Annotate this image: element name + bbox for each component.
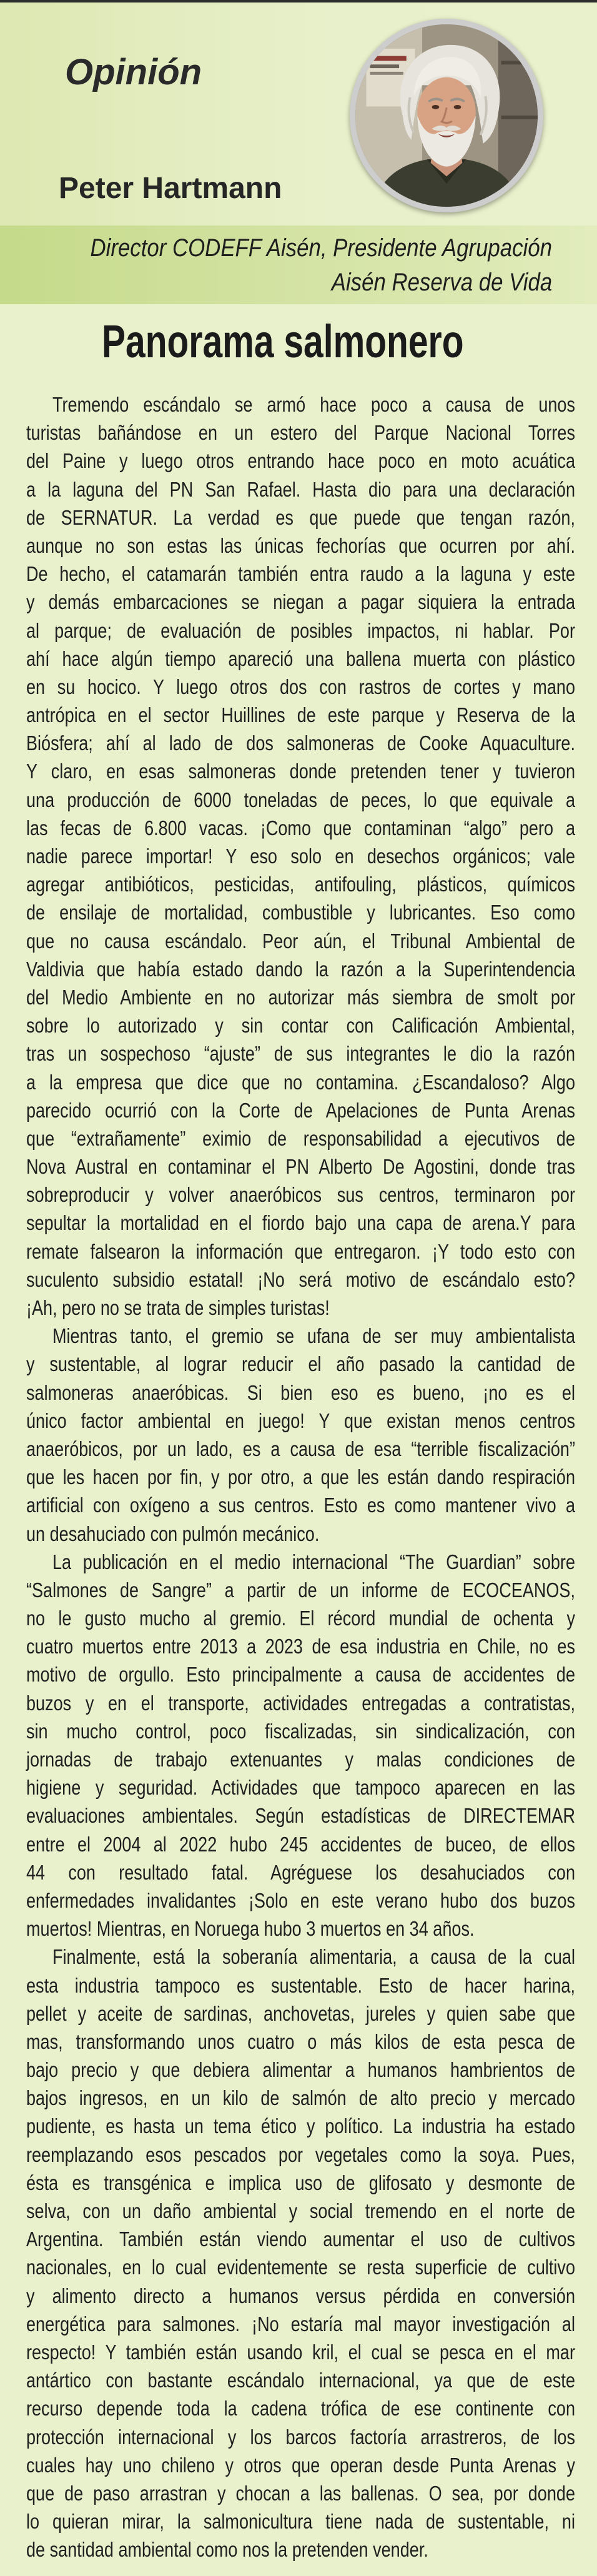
- text-line: de ensilaje de mortalidad, combustible y lubricantes. Eso como: [26, 901, 576, 924]
- author-portrait-image: [355, 24, 538, 207]
- text-line: sobreproducir y volver anaeróbicos sus centros, terminaron por: [26, 1183, 576, 1207]
- text-line: a la empresa que dice que no contamina. ¿Escandaloso? Algo: [26, 1070, 576, 1094]
- text-line: Nova Austral en contaminar el PN Alberto De Agostini, donde tras: [26, 1155, 575, 1179]
- text-line: Finalmente, está la soberanía alimentaria, a causa de la cual: [52, 1945, 576, 1969]
- text-line: motivo de orgullo. Esto principalmente a causa de accidentes de: [26, 1663, 576, 1687]
- text-line: cuatro muertos entre 2013 a 2023 de esa industria en Chile, no es: [26, 1635, 576, 1658]
- author-photo: [350, 19, 543, 212]
- text-line: al parque; de evaluación de posibles impactos, ni hablar. Por: [26, 618, 576, 642]
- text-line: sin mucho control, poco fiscalizadas, sin sindicalización, con: [26, 1719, 575, 1743]
- text-line: que no causa escándalo. Peor aún, el Tribunal Ambiental de: [26, 929, 576, 953]
- text-line: selva, con un daño ambiental y social tremendo en el norte de: [26, 2199, 575, 2222]
- text-line: salmoneras anaeróbicas. Si bien eso es bueno, ¡no es el: [26, 1380, 576, 1404]
- text-line: y demás embarcaciones se niegan a pagar siquiera la entrada: [26, 590, 576, 614]
- text-line: recurso depende toda la cadena trófica de ese continente con: [26, 2397, 575, 2420]
- text-line: entre el 2004 al 2022 hubo 245 accidentes de buceo, de ellos: [26, 1832, 575, 1856]
- text-line: parecido ocurrió con la Corte de Apelaciones de Punta Arenas: [26, 1098, 576, 1122]
- text-line: jornadas de trabajo extenuantes y malas condiciones de: [26, 1748, 576, 1771]
- text-line: agregar antibióticos, pesticidas, antifouling, plásticos, químicos: [26, 873, 576, 896]
- author-name: Peter Hartmann: [59, 172, 282, 205]
- text-line: ¡Ah, pero no se trata de simples turistas!: [26, 1296, 330, 1319]
- article-paragraph: [26, 390, 575, 1322]
- text-line: del Paine y luego otros entrando hace poco en moto acuática: [26, 449, 576, 473]
- text-line: esta industria tampoco es sustentable. Esto de hacer harina,: [26, 1973, 576, 1997]
- text-line: nacionales, en lo cual evidentemente se resta superficie de cultivo: [26, 2256, 576, 2279]
- text-line: enfermedades invalidantes ¡Solo en este verano hubo dos buzos: [26, 1888, 576, 1912]
- text-line: sepultar la mortalidad en el fiordo bajo una capa de arena.Y para: [26, 1211, 576, 1235]
- text-line: 44 con resultado fatal. Agréguese los desahuciados con: [26, 1860, 576, 1884]
- text-line: bajo precio y que debiera alimentar a humanos hambrientos de: [26, 2058, 575, 2082]
- text-line: del Medio Ambiente en no autorizar más siembra de smolt por: [26, 985, 576, 1009]
- text-line: Y claro, en esas salmoneras donde pretenden tener y tuvieron: [26, 760, 575, 783]
- text-line: mas, transformando unos cuatro o más kilos de esta pesca de: [26, 2029, 576, 2053]
- text-line: buzos y en el transporte, actividades entregadas a contratistas,: [26, 1691, 575, 1715]
- text-line: Valdivia que había estado dando la razón a la Superintendencia: [26, 957, 576, 981]
- text-line: y sustentable, al lograr reducir el año pasado la cantidad de: [26, 1352, 576, 1376]
- author-role-line: Aisén Reserva de Vida: [331, 269, 552, 296]
- text-line: antrópica en el sector Huillines de este parque y Reserva de la: [26, 703, 576, 727]
- text-line: en su hocico. Y luego otros dos con rastros de cortes y mano: [26, 675, 576, 698]
- text-line: no le gusto mucho al gremio. El récord mundial de ochenta y: [26, 1607, 576, 1630]
- text-line: Mientras tanto, el gremio se ufana de ser muy ambientalista: [52, 1324, 576, 1348]
- text-line: las fecas de 6.800 vacas. ¡Como que contaminan “algo” pero a: [26, 816, 576, 840]
- text-line: bajos ingresos, en un kilo de salmón de alto precio y mercado: [26, 2086, 576, 2110]
- text-line: De hecho, el catamarán también entra raudo a la laguna y este: [26, 562, 576, 586]
- text-line: sobre lo autorizado y sin contar con Calificación Ambiental,: [26, 1014, 576, 1038]
- text-line: reemplazando esos pescados por vegetales como la soya. Pues,: [26, 2143, 576, 2166]
- text-line: y alimento directo a humanos versus pérdida en conversión: [26, 2284, 576, 2307]
- text-line: “Salmones de Sangre” a partir de un informe de ECOCEANOS,: [26, 1578, 576, 1602]
- text-line: ésta es transgénica e implica uso de glifosato y desmonte de: [26, 2171, 576, 2194]
- article-paragraph: [26, 1943, 575, 2564]
- text-line: Biósfera; ahí al lado de dos salmoneras de Cooke Aquaculture.: [26, 731, 576, 755]
- text-line: respecto! Y también están usando kril, el cual se pesca en el mar: [26, 2340, 576, 2364]
- text-line: a la laguna del PN San Rafael. Hasta dio para una declaración: [26, 477, 576, 501]
- text-line: suculento subsidio estatal! ¡No será motivo de escándalo esto?: [26, 1267, 575, 1291]
- section-title: Opinión: [65, 52, 202, 92]
- article-body: [26, 390, 575, 2564]
- text-line: anaeróbicos, por un lado, es a causa de esa “terrible fiscalización”: [26, 1437, 576, 1460]
- text-line: que “extrañamente” eximio de responsabilidad a ejecutivos de: [26, 1126, 575, 1150]
- text-line: único factor ambiental en juego! Y que existan menos centros: [26, 1409, 575, 1432]
- text-line: Tremendo escándalo se armó hace poco a causa de unos: [52, 393, 576, 416]
- text-line: muertos! Mientras, en Noruega hubo 3 muertos en 34 años.: [26, 1917, 475, 1941]
- text-line: protección internacional y los barcos factoría arrastreros, de los: [26, 2425, 576, 2449]
- text-line: un desahuciado con pulmón mecánico.: [26, 1522, 320, 1545]
- text-line: que les hacen por fin, y por otro, a que les están dando respiración: [26, 1465, 576, 1489]
- text-line: turistas bañándose en un estero del Parque Nacional Torres: [26, 421, 576, 445]
- article-title: Panorama salmonero: [102, 315, 464, 367]
- text-line: nadie parece importar! Y eso solo en desechos orgánicos; vale: [26, 845, 576, 868]
- text-line: La publicación en el medio internacional “The Guardian” sobre: [52, 1550, 575, 1573]
- text-line: aunque no son estas las únicas fechorías que ocurren por ahí.: [26, 533, 576, 557]
- text-line: cuales hay uno chileno y otros que operan desde Punta Arenas y: [26, 2453, 576, 2477]
- text-line: tras un sospechoso “ajuste” de sus integrantes le dio la razón: [26, 1042, 576, 1066]
- text-line: de santidad ambiental como nos la pretenden vender.: [26, 2538, 428, 2562]
- text-line: ahí hace algún tiempo apareció una ballena muerta con plástico: [26, 646, 576, 670]
- text-line: pellet y aceite de sardinas, anchovetas, jureles y quien sabe que: [26, 2001, 576, 2025]
- text-line: artificial con oxígeno a sus centros. Esto es como mantener vivo a: [26, 1494, 576, 1517]
- text-line: remate falsearon la información que entregaron. ¡Y todo esto con: [26, 1239, 576, 1263]
- text-line: una producción de 6000 toneladas de peces, lo que equivale a: [26, 788, 576, 811]
- text-line: antártico con bastante escándalo internacional, ya que de este: [26, 2369, 576, 2392]
- author-role-line: Director CODEFF Aisén, Presidente Agrupación: [90, 234, 552, 262]
- text-line: higiene y seguridad. Actividades que tampoco aparecen en las: [26, 1776, 576, 1800]
- text-line: que de paso arrastran y chocan a las ballenas. O sea, por donde: [26, 2481, 576, 2505]
- article-paragraph: [26, 1322, 575, 1548]
- text-line: de SERNATUR. La verdad es que puede que tengan razón,: [26, 505, 576, 529]
- text-line: Argentina. También están viendo aumentar el uso de cultivos: [26, 2227, 576, 2251]
- article-paragraph: [26, 1548, 575, 1943]
- text-line: energética para salmones. ¡No estaría mal mayor investigación al: [26, 2312, 576, 2336]
- text-line: pudiente, es hasta un tema ético y político. La industria ha estado: [26, 2114, 576, 2138]
- text-line: evaluaciones ambientales. Según estadísticas de DIRECTEMAR: [26, 1804, 576, 1828]
- text-line: lo quieran mirar, la salmonicultura tiene nada de sustentable, ni: [26, 2510, 575, 2534]
